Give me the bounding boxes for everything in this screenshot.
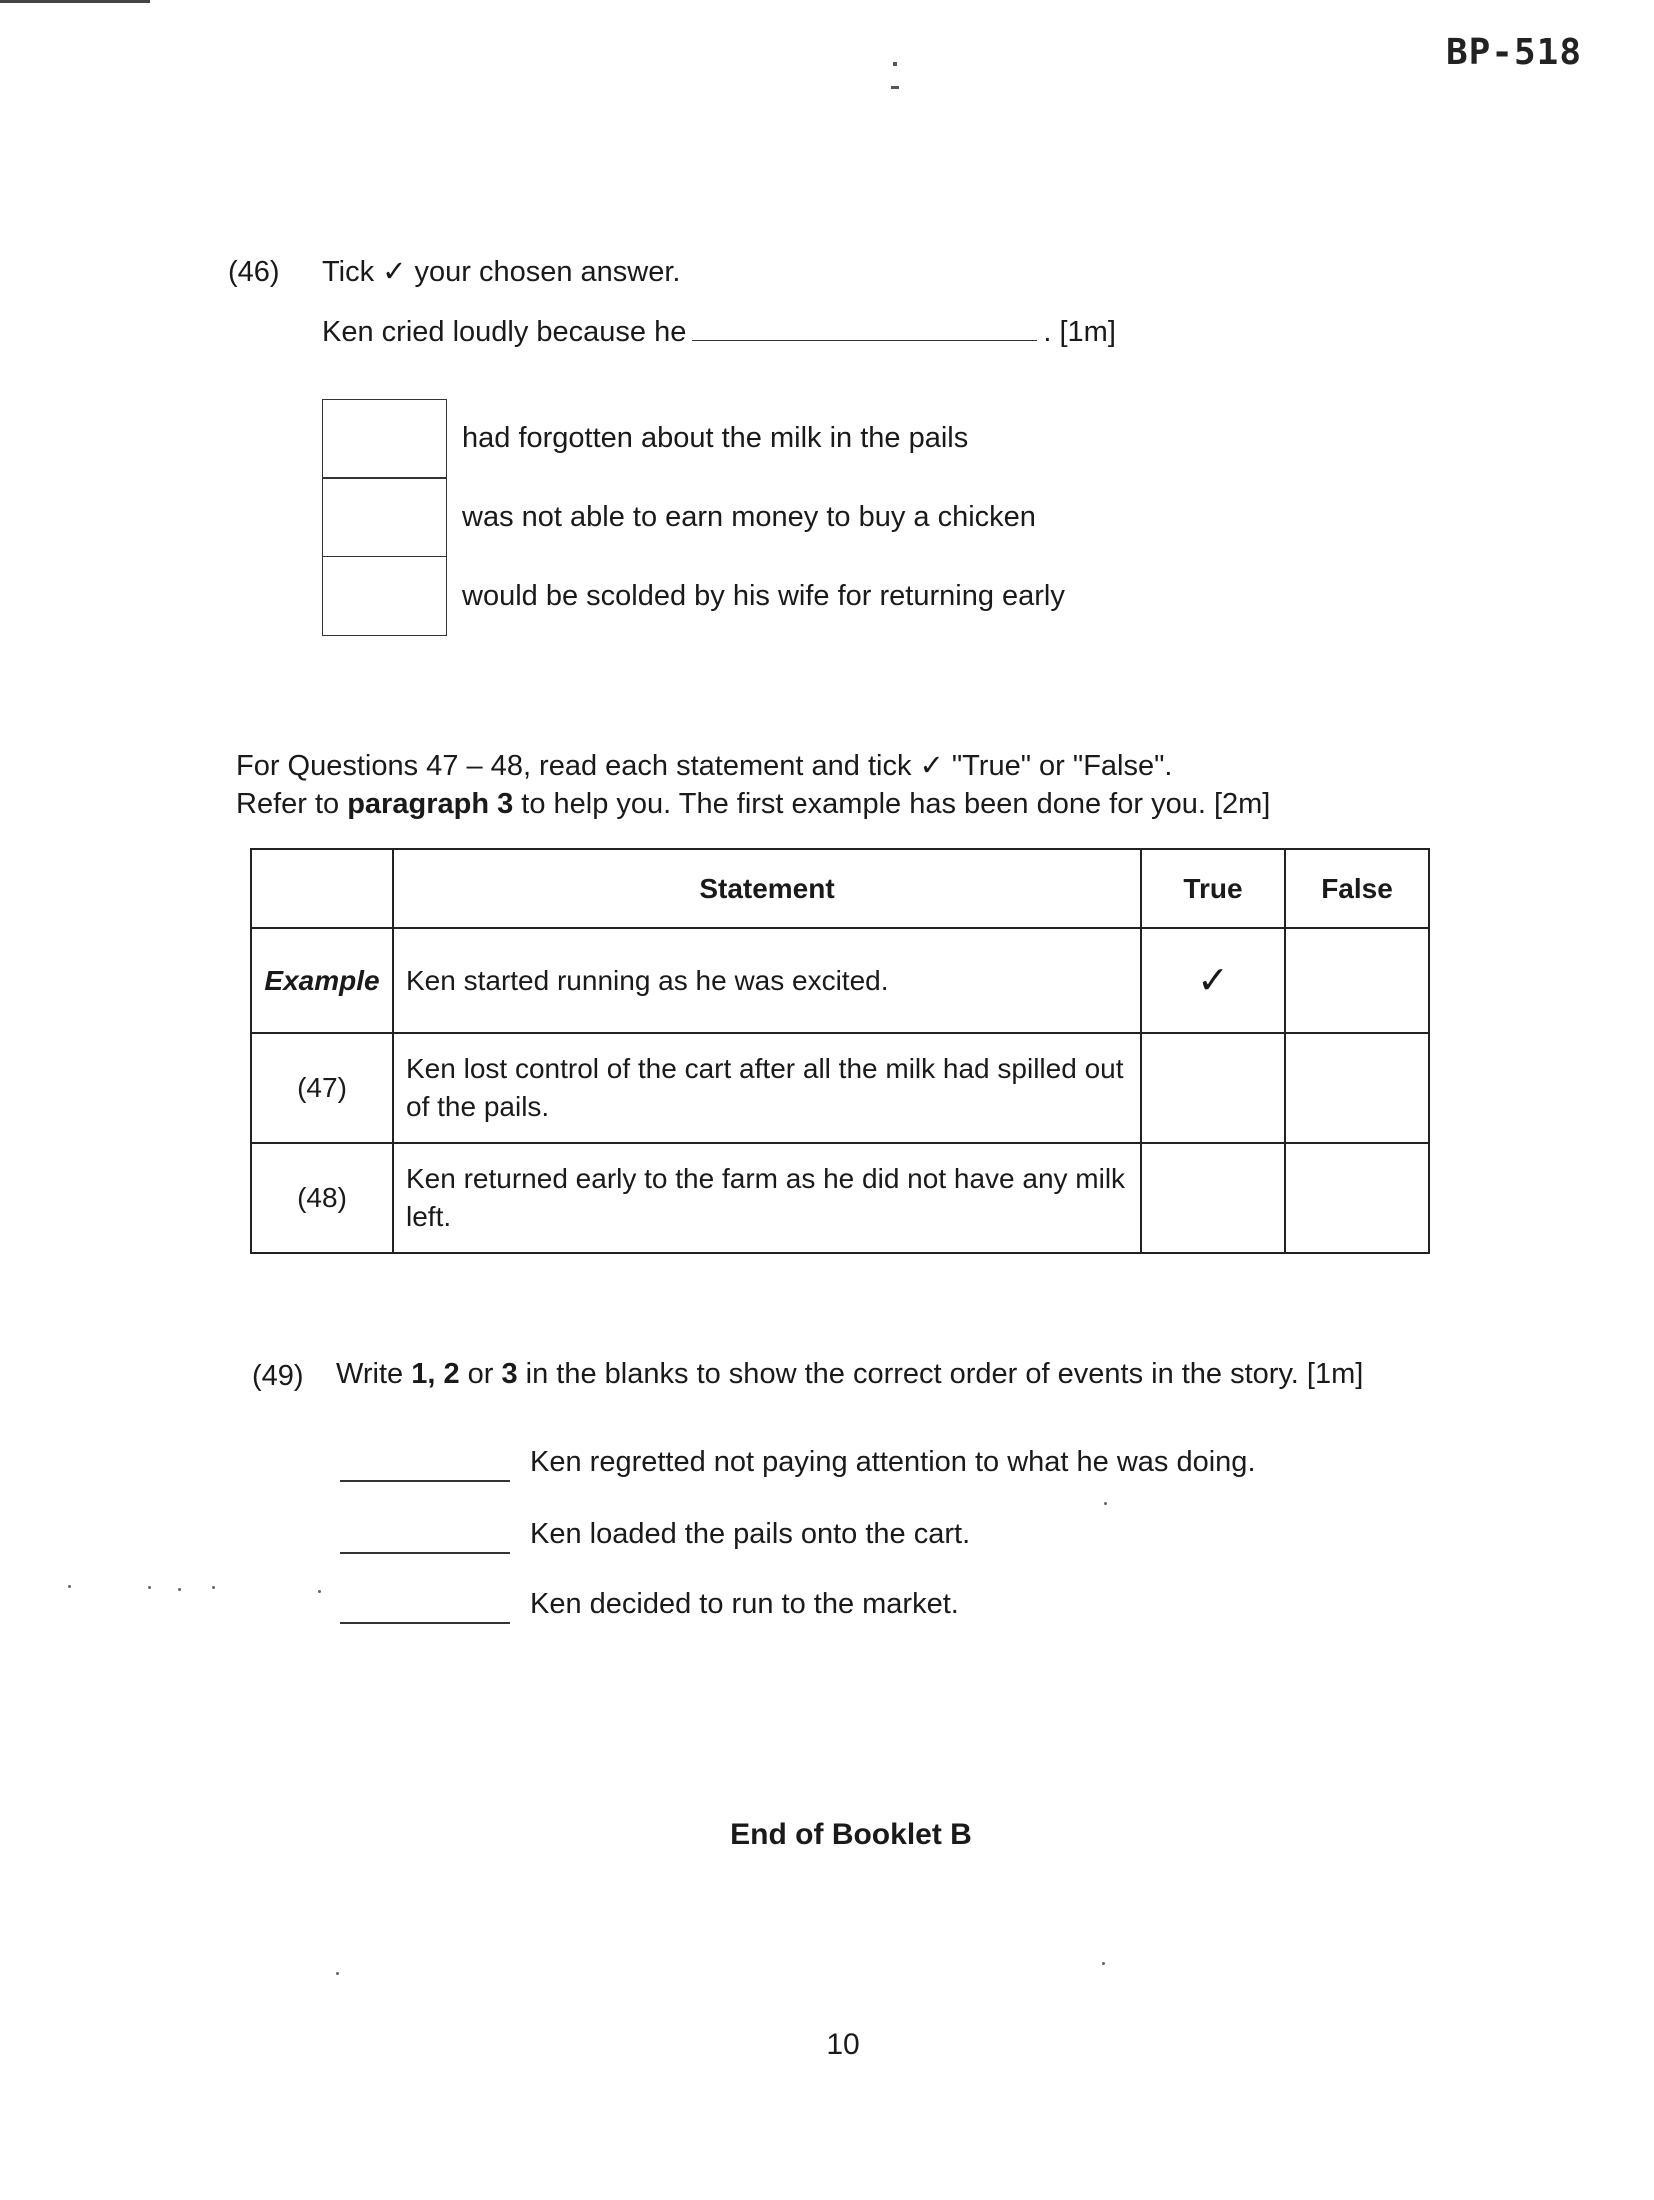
q49-instruction [336,1358,1363,1391]
table-row [251,928,1429,1033]
header-blank [251,849,393,928]
scan-speck [148,1586,151,1589]
scan-speck [212,1586,215,1589]
q46-answer-blank [692,340,1037,341]
scan-speck [68,1585,71,1588]
q46-stem-end: . [1043,316,1052,348]
row-true-cell[interactable] [1141,1033,1285,1143]
row-label: Example [251,928,393,1033]
q46-option-3-checkbox[interactable] [322,556,447,636]
q49-answer-blank-2[interactable] [340,1550,510,1554]
q49-event-2: Ken loaded the pails onto the cart. [530,1518,971,1550]
tf-instruction-2-post: to help you. The first example has been done for you. [2m] [513,788,1271,820]
row-label: (47) [251,1033,393,1143]
scan-speck [1102,1962,1105,1965]
row-false-cell[interactable] [1285,1143,1429,1253]
q49-event-1: Ken regretted not paying attention to what he was doing. [530,1446,1256,1478]
scan-speck [336,1972,339,1975]
tf-instruction-line-1: For Questions 47 – 48, read each statement and tick ✓ "True" or "False". [236,750,1173,782]
q46-number: (46) [228,256,280,288]
q49-answer-blank-3[interactable] [340,1620,510,1624]
row-false-cell[interactable] [1285,1033,1429,1143]
row-statement: Ken started running as he was excited. [393,928,1141,1033]
table-row [251,1033,1429,1143]
scan-speck [893,62,897,66]
header-statement: Statement [393,849,1141,928]
q46-instruction: Tick ✓ your chosen answer. [322,256,681,288]
table-header-row [251,849,1429,928]
row-true-cell[interactable]: ✓ [1141,928,1285,1033]
scan-speck [891,86,899,89]
q49-event-3: Ken decided to run to the market. [530,1588,959,1620]
q49-instruction-mid: or [459,1358,502,1390]
row-statement: Ken lost control of the cart after all the milk had spilled out of the pails. [393,1033,1141,1143]
table-row [251,1143,1429,1253]
q49-number: (49) [252,1360,304,1392]
scan-speck [318,1590,321,1593]
q46-option-3: would be scolded by his wife for returning early [462,580,1065,612]
header-true: True [1141,849,1285,928]
q49-instruction-bold-2: 3 [501,1358,518,1390]
q49-instruction-pre: Write [336,1358,412,1390]
end-of-booklet: End of Booklet B [730,1818,972,1851]
tf-instruction-2-bold: paragraph 3 [347,788,514,820]
scan-speck [1104,1502,1107,1505]
scan-speck [178,1588,181,1591]
header-false: False [1285,849,1429,928]
paper-code: BP-518 [1445,32,1582,73]
q46-option-1: had forgotten about the milk in the pails [462,422,969,454]
tf-instruction-line-2 [236,788,1270,821]
row-label: (48) [251,1143,393,1253]
true-false-table [250,848,1430,1254]
q46-checkbox-column [322,400,447,636]
q49-instruction-bold: 1, 2 [411,1358,460,1390]
q46-marks: [1m] [1059,316,1116,348]
q46-stem-text: Ken cried loudly because he [322,316,687,348]
q46-option-2: was not able to earn money to buy a chicken [462,501,1036,533]
row-statement: Ken returned early to the farm as he did not have any milk left. [393,1143,1141,1253]
top-rule [0,0,150,3]
q46-stem [322,316,1116,349]
page-number: 10 [826,2028,860,2061]
row-true-cell[interactable] [1141,1143,1285,1253]
q46-option-2-checkbox[interactable] [322,477,447,557]
tf-instruction-2-pre: Refer to [236,788,348,820]
row-false-cell[interactable] [1285,928,1429,1033]
q49-instruction-post: in the blanks to show the correct order of events in the story. [1m] [517,1358,1364,1390]
q49-answer-blank-1[interactable] [340,1478,510,1482]
q46-option-1-checkbox[interactable] [322,399,447,479]
